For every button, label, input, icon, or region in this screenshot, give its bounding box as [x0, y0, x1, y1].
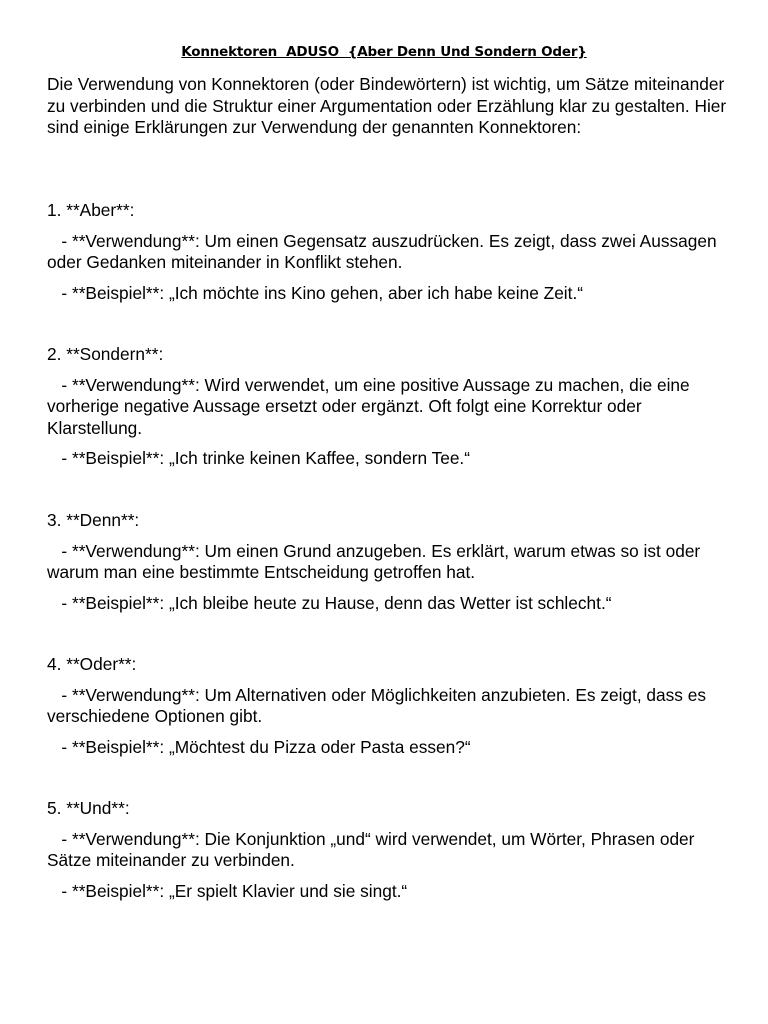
- usage-text: - **Verwendung**: Die Konjunktion „und“ wird verwendet, um Wörter, Phrasen oder Sätze miteinander zu verbinden.: [47, 828, 695, 870]
- section-heading: 4. **Oder**:: [47, 654, 137, 674]
- example-text: - **Beispiel**: „Ich möchte ins Kino gehen, aber ich habe keine Zeit.“: [61, 282, 584, 303]
- usage-text: - **Verwendung**: Um einen Grund anzugeben. Es erklärt, warum etwas so ist oder warum man eine bestimmte Entscheidung getroffen hat.: [47, 540, 701, 582]
- section-sondern: [47, 344, 727, 479]
- usage-text: - **Verwendung**: Um einen Gegensatz auszudrücken. Es zeigt, dass zwei Aussagen oder Gedanken miteinander in Konflikt stehen.: [47, 230, 717, 272]
- intro-paragraph: Die Verwendung von Konnektoren (oder Bindewörtern) ist wichtig, um Sätze miteinander zu verbinden und die Struktur einer Argumentation oder Erzählung klar zu gestalten. Hier sind einige Erklärungen zur Verwendung der genannten Konnektoren:: [47, 74, 727, 137]
- section-denn: [47, 510, 727, 623]
- usage-text: - **Verwendung**: Um Alternativen oder Möglichkeiten anzubieten. Es zeigt, dass es verschiedene Optionen gibt.: [47, 684, 706, 726]
- example-text: - **Beispiel**: „Möchtest du Pizza oder Pasta essen?“: [61, 736, 471, 757]
- example-text: - **Beispiel**: „Er spielt Klavier und sie singt.“: [61, 880, 408, 901]
- section-heading: 2. **Sondern**:: [47, 344, 164, 364]
- usage-text: - **Verwendung**: Wird verwendet, um eine positive Aussage zu machen, die eine vorherige negative Aussage ersetzt oder ergänzt. Oft folgt eine Korrektur oder Klarstellung.: [47, 374, 690, 438]
- document-title: Konnektoren ADUSO {Aber Denn Und Sondern Oder}: [181, 44, 587, 60]
- section-heading: 1. **Aber**:: [47, 200, 135, 220]
- example-text: - **Beispiel**: „Ich bleibe heute zu Hause, denn das Wetter ist schlecht.“: [61, 592, 612, 613]
- section-heading: 3. **Denn**:: [47, 510, 140, 530]
- example-text: - **Beispiel**: „Ich trinke keinen Kaffee, sondern Tee.“: [61, 448, 470, 468]
- section-oder: [47, 654, 727, 767]
- section-heading: 5. **Und**:: [47, 798, 130, 818]
- section-und: [47, 798, 727, 911]
- section-aber: [47, 200, 727, 313]
